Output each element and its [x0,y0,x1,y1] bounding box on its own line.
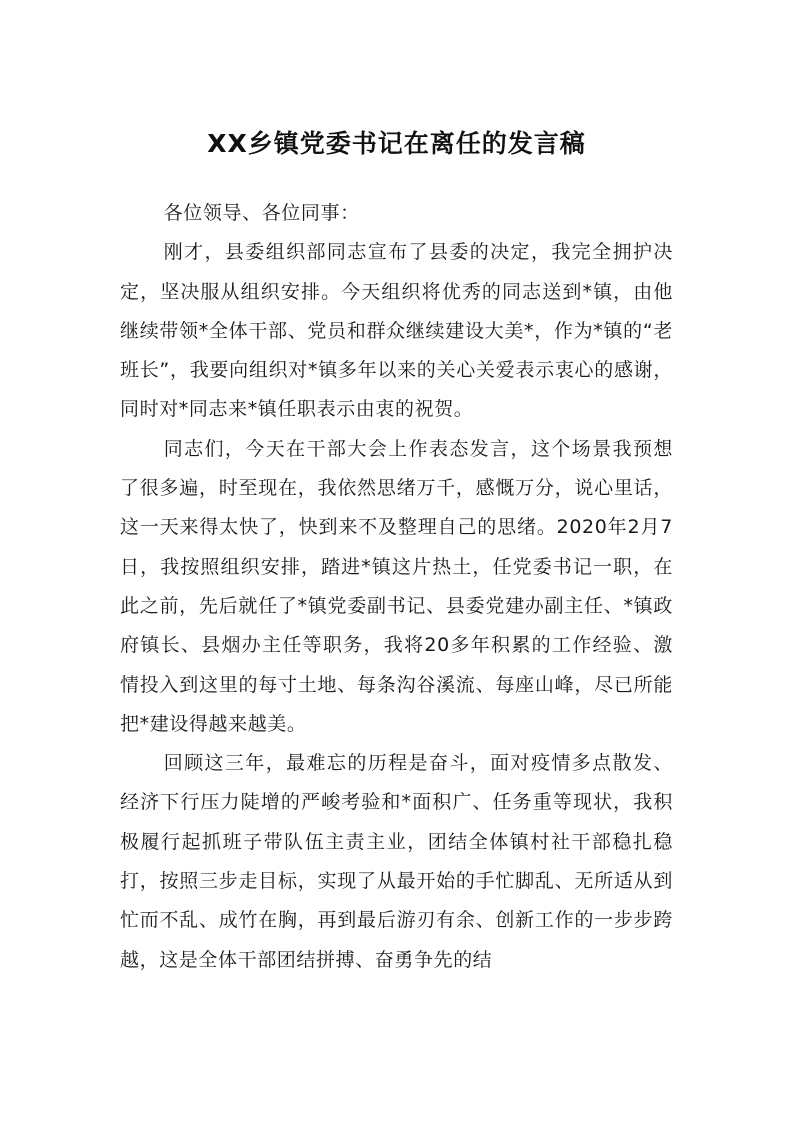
document-body [120,194,673,980]
salutation-paragraph: 各位领导、各位同事： [163,202,360,224]
document-title: XX乡镇党委书记在离任的发言稿 [207,129,586,158]
body-paragraph: 同志们，今天在干部大会上作表态发言，这个场景我预想了很多遍，时至现在，我依然思绪万千，感慨万分，说心里话，这一天来得太快了，快到来不及整理自己的思绪。2020年2月7日，我按照组织安排，踏进*镇这片热土，任党委书记一职，在此之前，先后就任了*镇党委副书记、县委党建办副主任、*镇政府镇长、县烟办主任等职务，我将20多年积累的工作经验、激情投入到这里的每寸土地、每条沟谷溪流、每座山峰，尽已所能把*建设得越来越美。 [120,437,673,735]
body-paragraph: 刚才，县委组织部同志宣布了县委的决定，我完全拥护决定，坚决服从组织安排。今天组织将优秀的同志送到*镇，由他继续带领*全体干部、党员和群众继续建设大美*，作为*镇的“老班长”，我要向组织对*镇多年以来的关心关爱表示衷心的感谢，同时对*同志来*镇任职表示由衷的祝贺。 [120,241,673,421]
body-paragraph: 回顾这三年，最难忘的历程是奋斗，面对疫情多点散发、经济下行压力陡增的严峻考验和*面积广、任务重等现状，我积极履行起抓班子带队伍主责主业，团结全体镇村社干部稳扎稳打，按照三步走目标，实现了从最开始的手忙脚乱、无所适从到忙而不乱、成竹在胸，再到最后游刃有余、创新工作的一步步跨越，这是全体干部团结拼搏、奋勇争先的结 [120,752,673,971]
